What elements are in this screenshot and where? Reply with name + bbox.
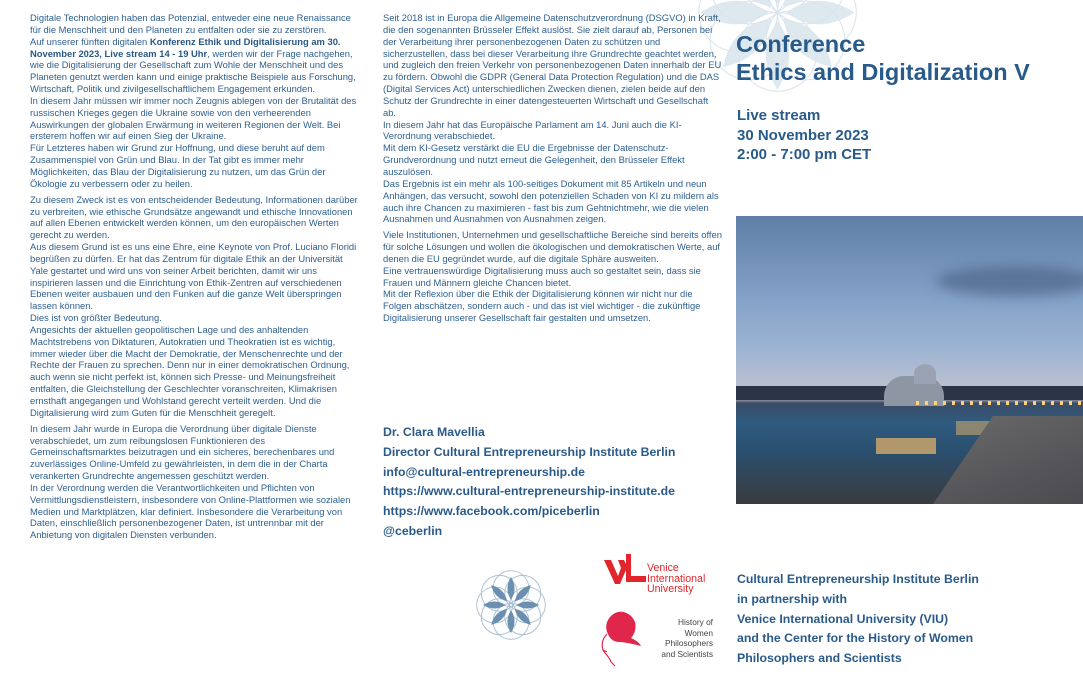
viu-name: Venice International University xyxy=(647,562,706,595)
paragraph: Für Letzteres haben wir Grund zur Hoffnung, und diese beruht auf dem Zusammenspiel von Grün und Blau. In der Tat gibt es immer mehr Möglichkeiten, das Blau der Digitalisierung zu nutzen, um das Grün der Ökologie zu verbessern oder zu heilen. xyxy=(30,142,326,189)
paragraph: Eine vertrauenswürdige Digitalisierung muss auch so gestaltet sein, dass sie Frauen und Männern gleiche Chancen bietet. xyxy=(383,264,701,288)
body-text-middle-column xyxy=(383,12,723,324)
viu-logo xyxy=(604,550,716,600)
hwps-logo xyxy=(597,608,715,678)
partnership-statement: Cultural Entrepreneurship Institute Berlin in partnership with Venice International University (VIU) and the Center for the History of Women Philosophers and Scientists xyxy=(737,572,979,666)
contact-block xyxy=(383,423,675,542)
contact-role: Director Cultural Entrepreneurship Institute Berlin xyxy=(383,444,676,459)
athena-helmet-icon xyxy=(597,608,641,670)
contact-facebook-link[interactable]: https://www.facebook.com/piceberlin xyxy=(383,504,600,519)
paragraph: Angesichts der aktuellen geopolitischen Lage und des anhaltenden Machtstrebens von Diktaturen, Autokratien und Theokratien ist es wichtig, immer wieder über die Macht der Demokratie, der Menschenrechte und der Rechte der Frauen zu sprechen. Denn nur in einer demokratischen Ordnung, auch wenn sie nicht perfekt ist, können sich Presse- und Meinungsfreiheit entfalten, die Gleichstellung der Geschlechter voranschreiten, Klimakrisen ernsthaft angegangen und Wohlstand gerecht verteilt werden. Und die Digitalisierung wird zum Guten für die Menschheit geregelt. xyxy=(30,323,350,418)
cei-rosette-logo-icon xyxy=(472,566,550,644)
event-format: Live stream xyxy=(737,107,821,124)
page-title: Conference Ethics and Digitalization V xyxy=(736,31,1030,85)
paragraph: Aus diesem Grund ist es uns eine Ehre, eine Keynote von Prof. Luciano Floridi begrüßen zu dürfen. Er hat das Zentrum für digitale Ethik an der Universität Yale gestartet und wird uns von seiner Arbeit berichten, damit wir uns inspirieren lassen und die Einrichtung von Ethik-Zentren auf verschiedenen Ebenen weiter ausbauen und den Funken auf die ganze Welt überspringen lassen können. xyxy=(30,241,357,312)
paragraph: Auf unserer fünften digitalen Konferenz Ethik und Digitalisierung am 30. November 2023, Live stream 14 - 19 Uhr, werden wir der Frage nachgehen, wie die Digitalisierung der Gesellschaft zum Wohle der Menschheit und des Planeten genutzt werden kann und einige praktische Beispiele aus Forschung, Wirtschaft, Politik und zivilgesellschaftlichem Engagement erkunden. xyxy=(30,35,356,95)
event-date: 30 November 2023 xyxy=(737,126,869,144)
conference-highlight: Konferenz Ethik und Digitalisierung am 30. November 2023, Live stream 14 - 19 Uhr xyxy=(30,35,341,59)
hwps-name: History of Women Philosophers and Scientists xyxy=(661,617,713,659)
paragraph: Das Ergebnis ist ein mehr als 100-seitiges Dokument mit 85 Artikeln und neun Anhängen, das versucht, sowohl den potenziellen Schaden von KI zu mildern als auch ihre Chancen zu maximieren - fast bis zum Gehtnichtmehr, wie die vielen Ausnahmen und Ausnahmen von Ausnahmen zeigen. xyxy=(383,177,719,225)
paragraph: Digitale Technologien haben das Potenzial, entweder eine neue Renaissance für die Menschheit und den Planeten zu entfalten oder sie zu zerstören. xyxy=(30,12,351,35)
paragraph: Viele Institutionen, Unternehmen und gesellschaftliche Bereiche sind bereits offen für solche Lösungen und wollen die ökologischen und demokratischen Werte, auf denen die EU gegründet wurde, auf die digitale Sphäre ausweiten. xyxy=(383,229,722,264)
event-details xyxy=(737,106,871,165)
paragraph: Mit der Reflexion über die Ethik der Digitalisierung können wir nicht nur die Folgen abschätzen, sondern auch - und das ist viel wichtiger - die zukünftige Digitalisierung unserer Gesellschaft fair gestalten und umsetzen. xyxy=(383,288,701,324)
contact-social-handle[interactable]: @ceberlin xyxy=(383,523,443,538)
contact-website-link[interactable]: https://www.cultural-entrepreneurship-institute.de xyxy=(383,484,675,499)
paragraph: In diesem Jahr wurde in Europa die Verordnung über digitale Dienste verabschiedet, um zum reibungslosen Funktionieren des Gemeinschaftsmarktes beizutragen und ein sicheres, berechenbares und zuverlässiges Online-Umfeld zu gewährleisten, in dem die in der Charta verankerten Grundrechte angemessen geschützt werden. xyxy=(30,422,335,482)
venice-photo xyxy=(736,216,1083,504)
contact-name: Dr. Clara Mavellia xyxy=(383,425,485,439)
body-text-left-column xyxy=(30,12,362,541)
viu-mark-icon xyxy=(604,550,646,586)
paragraph: Zu diesem Zweck ist es von entscheidender Bedeutung, Informationen darüber zu verbreiten, wie ethische Grundsätze angewandt und ethische Innovationen auf allen Ebenen entwickelt werden können, um den europäischen Werten gerecht zu werden. xyxy=(30,193,358,241)
paragraph: Seit 2018 ist in Europa die Allgemeine Datenschutzverordnung (DSGVO) in Kraft, die den sogenannten Brüsseler Effekt auslöst. Sie zielt darauf ab, Personen bei der Verarbeitung ihrer personenbezogenen Daten zu schützen und sicherzustellen, dass bei dieser Verarbeitung ihre Grundrechte geachtet werden, und zugleich den freien Verkehr von personenbezogenen Daten innerhalb der EU zu fördern. Obwohl die GDPR (General Data Protection Regulation) und die DAS (Digital Services Act) unterschiedlichen Zwecken dienen, zielen beide auf den Schutz der Grundrechte in einer datengesteuerten Wirtschaft und Gesellschaft ab. xyxy=(383,12,722,118)
paragraph: In diesem Jahr hat das Europäische Parlament am 14. Juni auch die KI-Verordnung verabschiedet. xyxy=(383,118,682,142)
event-time: 2:00 - 7:00 pm CET xyxy=(737,146,872,163)
paragraph: In der Verordnung werden die Verantwortlichkeiten und Pflichten von Vermittlungsdienstleistern, insbesondere von Online-Plattformen wie sozialen Medien und Marktplätzen, klar definiert. Insbesondere die Verarbeitung von Daten, einschließlich personenbezogener Daten, ist untrennbar mit der Anbietung von digitalen Diensten verbunden. xyxy=(30,481,351,541)
paragraph: Dies ist von größter Bedeutung. xyxy=(30,312,162,324)
contact-email-link[interactable]: info@cultural-entrepreneurship.de xyxy=(383,464,585,479)
paragraph: Mit dem KI-Gesetz verstärkt die EU die Ergebnisse der Datenschutz-Grundverordnung und nutzt erneut die Gelegenheit, den Brüsseler Effekt auszulösen. xyxy=(383,142,685,177)
paragraph: In diesem Jahr müssen wir immer noch Zeugnis ablegen von der Brutalität des russischen Krieges gegen die Ukraine sowie von den verheerenden Auswirkungen der globalen Erwärmung in weiteren Regionen der Welt. Bei ersterem hoffen wir auf einen Sieg der Ukraine. xyxy=(30,94,357,142)
